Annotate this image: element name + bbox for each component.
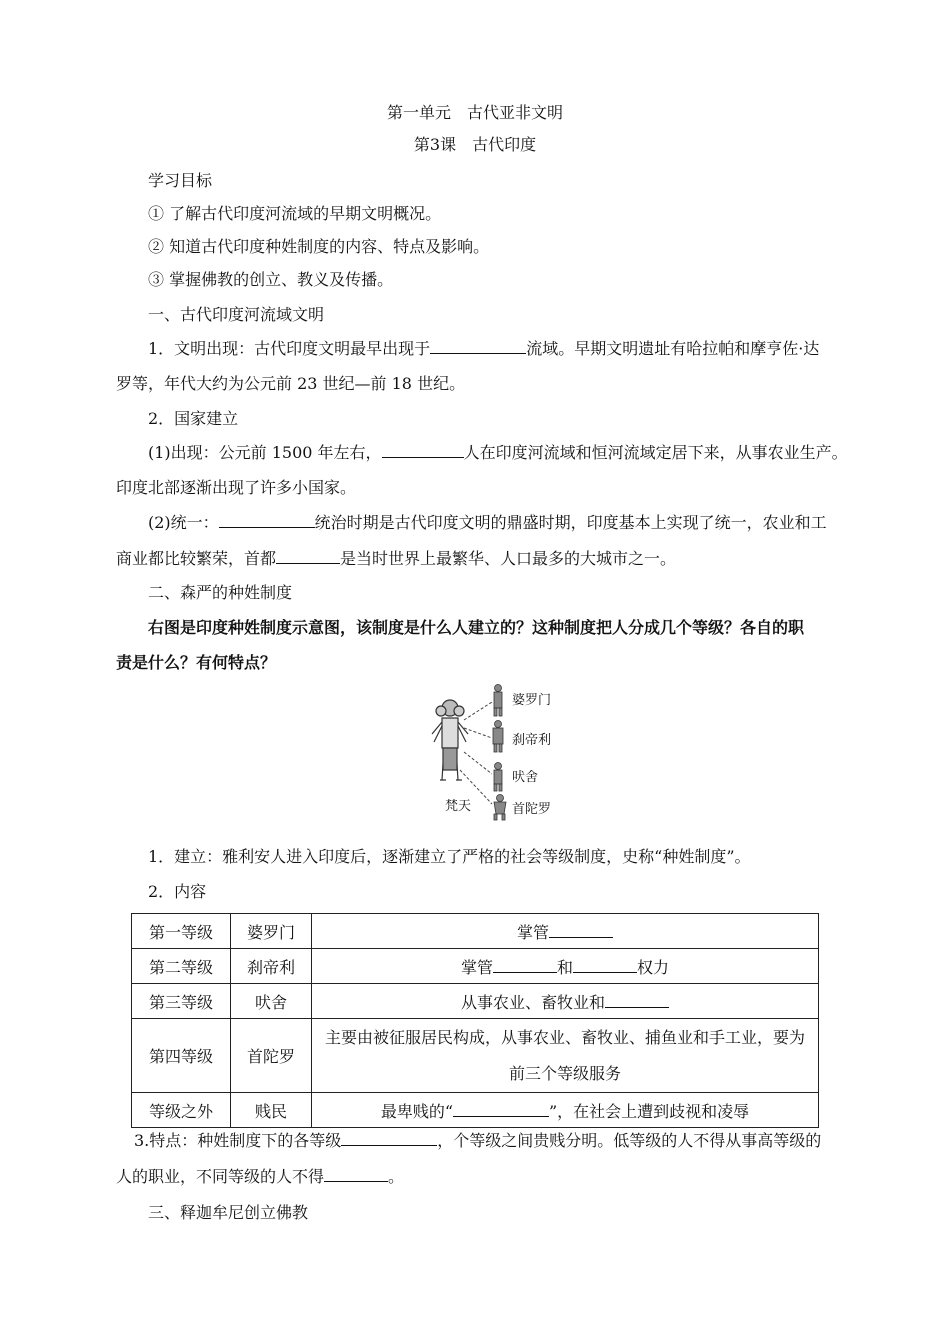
caste-cell: 刹帝利 [231,949,312,984]
duty-cell: 最卑贱的“ ”，在社会上遭到歧视和凌辱 [312,1093,819,1128]
paragraph-features-cont: 人的职业，不同等级的人不得 。 [116,1167,405,1186]
brahmin-label: 婆罗门 [512,693,552,708]
paragraph-civilization: 1．文明出现：古代印度文明最早出现于 流域。早期文明遗址有哈拉帕和摩亨佐·达 [148,339,820,358]
brahma-label: 梵天 [445,799,472,814]
level-cell: 等级之外 [132,1093,231,1128]
fill-blank[interactable] [324,1166,388,1182]
table-row [132,914,819,949]
shudra-figure [494,795,506,821]
goal-item-2: ② 知道古代印度种姓制度的内容、特点及影响。 [148,237,490,256]
fill-blank[interactable] [276,548,340,564]
fill-blank[interactable] [382,442,464,458]
paragraph-establishment: 1．建立：雅利安人进入印度后，逐渐建立了严格的社会等级制度，史称“种姓制度”。 [148,847,751,866]
fill-blank[interactable] [573,957,637,973]
vaishya-figure [494,763,502,792]
caste-cell: 贱民 [231,1093,312,1128]
question-line-2: 责是什么？有何特点？ [116,653,277,672]
kshatriya-label: 刹帝利 [512,733,552,748]
vaishya-label: 吠舍 [512,770,539,785]
table-row [132,949,819,984]
lesson-title: 第3课 古代印度 [413,135,537,154]
section2-title: 二、森严的种姓制度 [148,583,293,602]
caste-diagram-svg [428,680,578,825]
caste-cell: 婆罗门 [231,914,312,949]
paragraph-unification: (2)统一： 统治时期是古代印度文明的鼎盛时期，印度基本上实现了统一，农业和工 [148,513,827,532]
caste-cell: 吠舍 [231,984,312,1019]
caste-diagram [428,680,578,825]
paragraph-features: 3.特点：种姓制度下的各等级 ，个等级之间贵贱分明。低等级的人不得从事高等级的 [134,1131,822,1150]
level-cell: 第二等级 [132,949,231,984]
duty-cell: 掌管 [312,914,819,949]
fill-blank[interactable] [605,992,669,1008]
kshatriya-figure [493,721,503,753]
duty-cell: 主要由被征服居民构成，从事农业、畜牧业、捕鱼业和手工业，要为 前三个等级服务 [312,1019,819,1093]
fill-blank[interactable] [430,338,526,354]
paragraph-emergence-cont: 印度北部逐渐出现了许多小国家。 [116,478,357,497]
goal-item-3: ③ 掌握佛教的创立、教义及传播。 [148,270,394,289]
section1-title: 一、古代印度河流域文明 [148,305,325,324]
table-row [132,1019,819,1093]
fill-blank[interactable] [219,512,315,528]
goals-heading: 学习目标 [148,171,213,190]
caste-cell: 首陀罗 [231,1019,312,1093]
caste-table [131,913,819,1128]
table-row [132,984,819,1019]
brahmin-figure [494,685,502,717]
brahma-figure [432,700,468,780]
paragraph-unification-cont: 商业都比较繁荣，首都 是当时世界上最繁华、人口最多的大城市之一。 [116,549,677,568]
fill-blank[interactable] [493,957,557,973]
level-cell: 第三等级 [132,984,231,1019]
duty-cell: 从事农业、畜牧业和 [312,984,819,1019]
fill-blank[interactable] [341,1130,437,1146]
shudra-label: 首陀罗 [512,802,552,817]
connector-lines [460,702,492,804]
fill-blank[interactable] [453,1101,549,1117]
question-line-1: 右图是印度种姓制度示意图，该制度是什么人建立的？这种制度把人分成几个等级？各自的职 [148,618,805,637]
paragraph-civilization-cont: 罗等，年代大约为公元前 23 世纪—前 18 世纪。 [116,374,466,393]
content-heading: 2．内容 [148,882,207,901]
goal-item-1: ① 了解古代印度河流域的早期文明概况。 [148,204,442,223]
table-row [132,1093,819,1128]
paragraph-emergence: (1)出现：公元前 1500 年左右， 人在印度河流域和恒河流域定居下来，从事农业生产。 [148,443,848,462]
unit-title: 第一单元 古代亚非文明 [386,103,563,122]
state-heading: 2．国家建立 [148,409,239,428]
fill-blank[interactable] [549,922,613,938]
level-cell: 第四等级 [132,1019,231,1093]
duty-cell: 掌管 和 权力 [312,949,819,984]
level-cell: 第一等级 [132,914,231,949]
section3-title: 三、释迦牟尼创立佛教 [148,1203,309,1222]
